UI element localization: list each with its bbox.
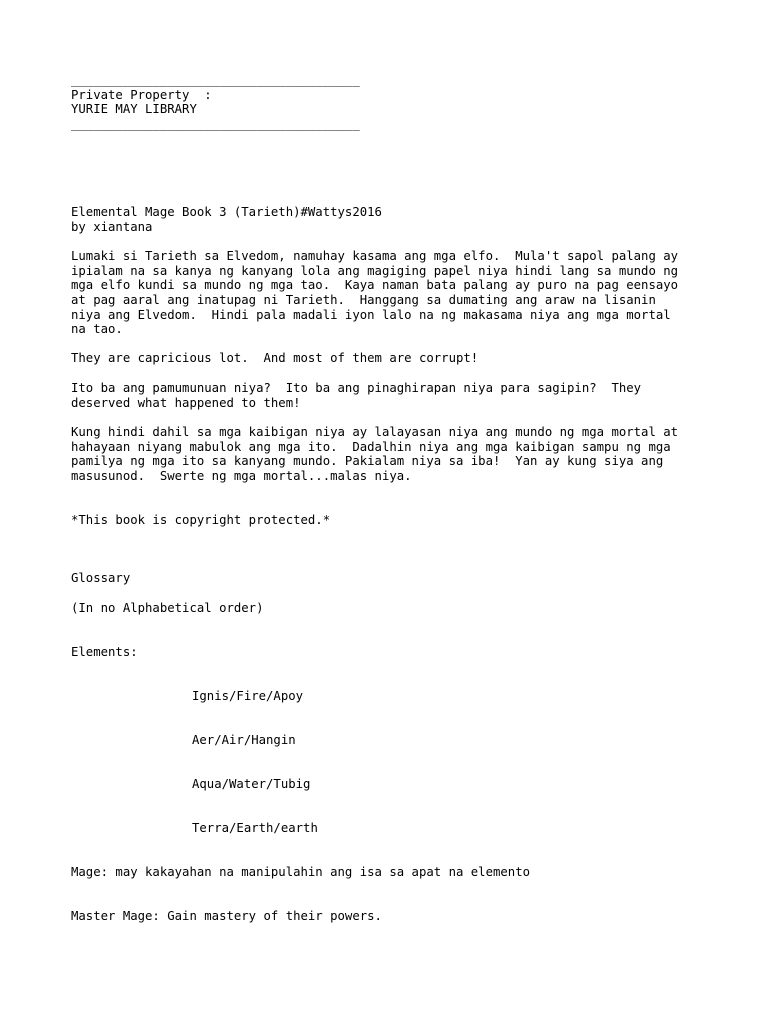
master-mage-definition: Master Mage: Gain mastery of their powers. [71, 909, 382, 923]
mage-definition: Mage: may kakayahan na manipulahin ang isa sa apat na elemento [71, 865, 531, 879]
book-info [71, 205, 711, 234]
synopsis-line: ipialam na sa kanya ng kanyang lola ang magiging papel niya hindi lang sa mundo ng [71, 263, 679, 278]
library-name: YURIE MAY LIBRARY [71, 102, 197, 117]
library-header [71, 73, 711, 132]
header-rule-top: _______________________________________ [71, 73, 360, 87]
element-item-earth: Terra/Earth/earth [192, 821, 318, 835]
synopsis-line: at pag aaral ang inatupag ni Tarieth. Hanggang sa dumating ang araw na lisanin [71, 293, 656, 308]
glossary-title: Glossary [71, 571, 131, 585]
element-item-air: Aer/Air/Hangin [192, 733, 296, 747]
synopsis-line: Lumaki si Tarieth sa Elvedom, namuhay kasama ang mga elfo. Mula't sapol palang ay [71, 249, 679, 263]
elements-label: Elements: [71, 645, 138, 659]
private-property-label: Private Property : [71, 87, 212, 102]
copyright-notice: *This book is copyright protected.* [71, 513, 331, 527]
book-title: Elemental Mage Book 3 (Tarieth)#Wattys2016 [71, 205, 382, 219]
synopsis-line: hahayaan niyang mabulok ang mga ito. Dadalhin niya ang mga kaibigan sampu ng mga [71, 439, 671, 454]
synopsis-line: na tao. [71, 322, 123, 337]
synopsis-paragraph-2 [71, 351, 711, 366]
synopsis-paragraph-3 [71, 381, 711, 410]
synopsis-line: deserved what happened to them! [71, 395, 301, 410]
synopsis-paragraph-4 [71, 425, 711, 484]
synopsis-line: niya ang Elvedom. Hindi pala madali iyon lalo na ng makasama niya ang mga mortal [71, 307, 671, 322]
glossary-note: (In no Alphabetical order) [71, 601, 264, 615]
element-item-fire: Ignis/Fire/Apoy [192, 689, 304, 703]
header-rule-bottom: _______________________________________ [71, 117, 360, 132]
book-author: by xiantana [71, 219, 153, 234]
synopsis-line: They are capricious lot. And most of them are corrupt! [71, 351, 479, 365]
synopsis-line: masusunod. Swerte ng mga mortal...malas niya. [71, 469, 412, 484]
synopsis-paragraph-1 [71, 249, 711, 337]
element-item-water: Aqua/Water/Tubig [192, 777, 311, 791]
synopsis-line: Kung hindi dahil sa mga kaibigan niya ay lalayasan niya ang mundo ng mga mortal at [71, 425, 679, 439]
synopsis-line: pamilya ng mga ito sa kanyang mundo. Pakialam niya sa iba! Yan ay kung siya ang [71, 454, 664, 469]
synopsis-line: mga elfo kundi sa mundo ng mga tao. Kaya naman bata palang ay puro na pag eensayo [71, 278, 679, 293]
synopsis-line: Ito ba ang pamumunuan niya? Ito ba ang pinaghirapan niya para sagipin? They [71, 381, 642, 395]
